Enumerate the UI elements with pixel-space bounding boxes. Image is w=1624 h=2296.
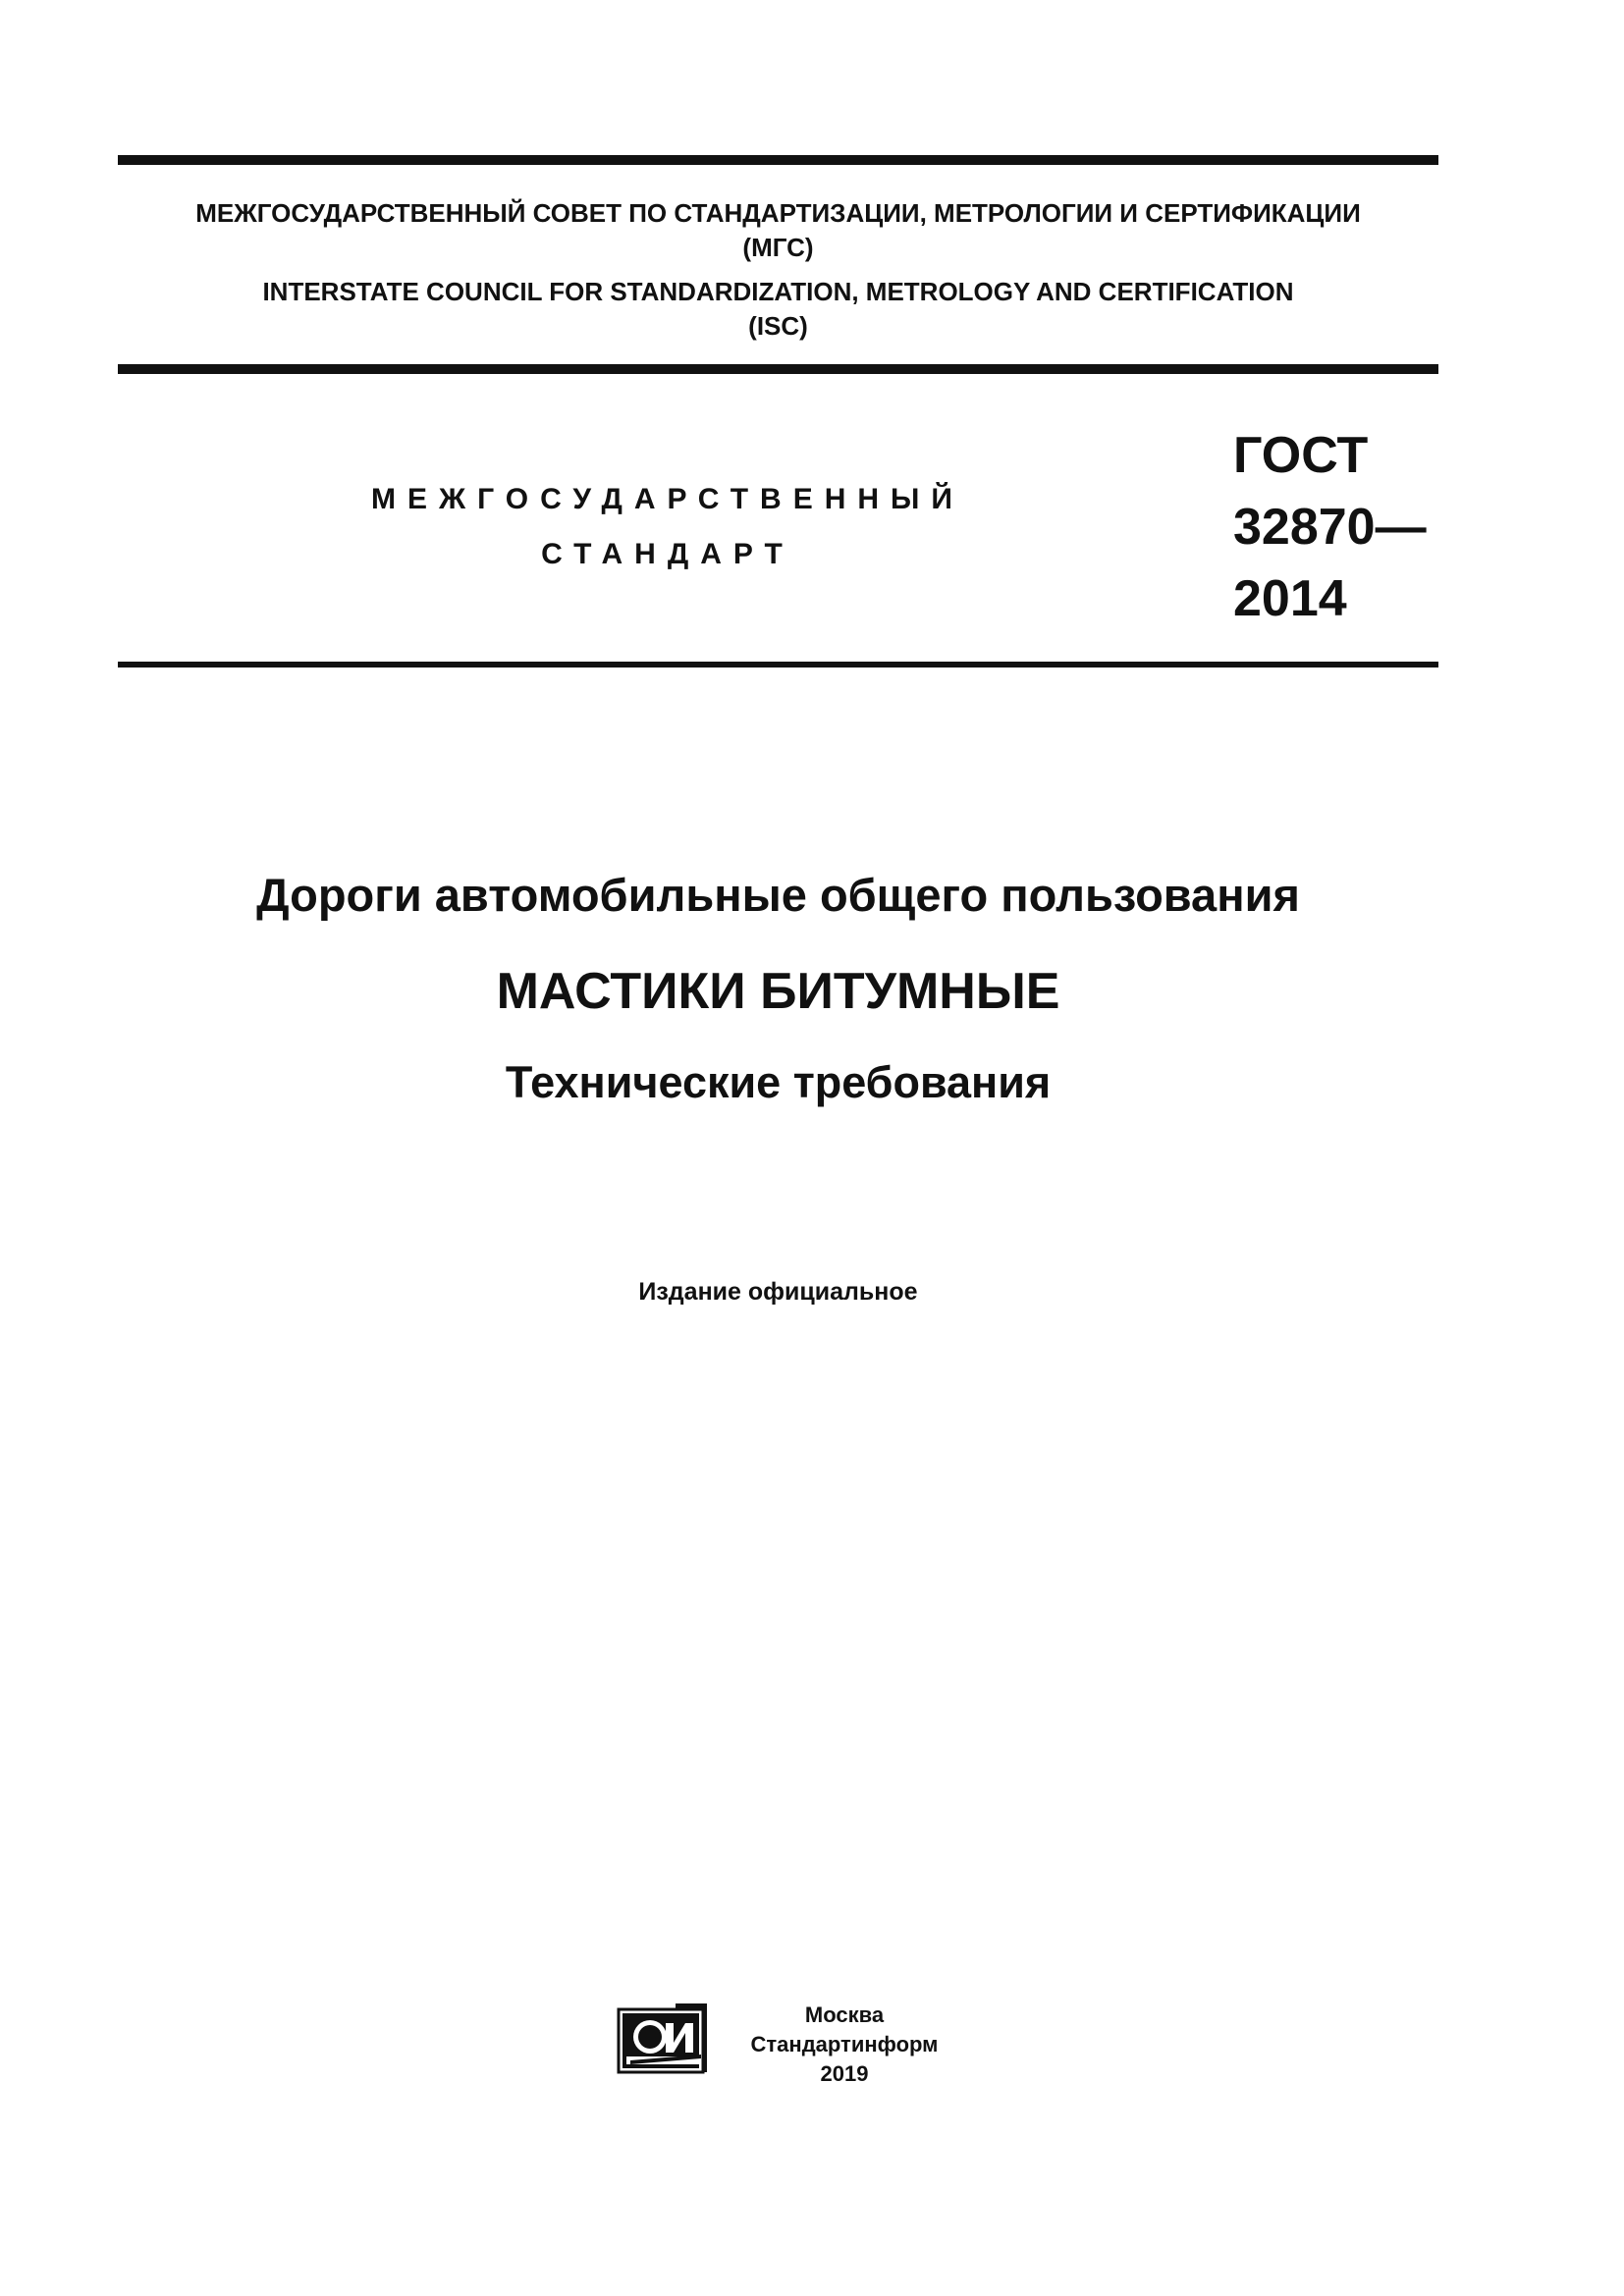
- edition-note: Издание официальное: [638, 1278, 918, 1306]
- council-en-abbr: (ISC): [748, 311, 808, 341]
- standard-label-line1: МЕЖГОСУДАРСТВЕННЫЙ: [371, 483, 964, 515]
- gost-year: 2014: [1233, 570, 1347, 627]
- document-title-main: МАСТИКИ БИТУМНЫЕ: [496, 963, 1060, 1020]
- document-subtitle: Технические требования: [505, 1057, 1052, 1107]
- standard-type-label: [324, 472, 1011, 582]
- gost-prefix: ГОСТ: [1233, 427, 1369, 484]
- middle-rule: [118, 364, 1438, 374]
- standartinform-logo-icon: [617, 2000, 710, 2078]
- publisher-info: [727, 2001, 962, 2089]
- standard-label-line2: СТАНДАРТ: [541, 538, 794, 570]
- council-header: [118, 196, 1438, 344]
- publication-year: 2019: [820, 2061, 869, 2086]
- publisher-name: Стандартинформ: [750, 2032, 939, 2056]
- lower-rule: [118, 662, 1438, 667]
- document-title-line1: Дороги автомобильные общего пользования: [256, 869, 1300, 921]
- gost-number: 32870—: [1233, 499, 1427, 556]
- council-ru-name: МЕЖГОСУДАРСТВЕННЫЙ СОВЕТ ПО СТАНДАРТИЗАЦИИ, МЕТРОЛОГИИ И СЕРТИФИКАЦИИ: [195, 198, 1361, 228]
- gost-identifier: [1233, 420, 1427, 635]
- council-ru-abbr: (МГС): [742, 233, 814, 262]
- top-rule: [118, 155, 1438, 165]
- publisher-city: Москва: [804, 2002, 885, 2027]
- council-en-name: INTERSTATE COUNCIL FOR STANDARDIZATION, METROLOGY AND CERTIFICATION: [262, 277, 1294, 306]
